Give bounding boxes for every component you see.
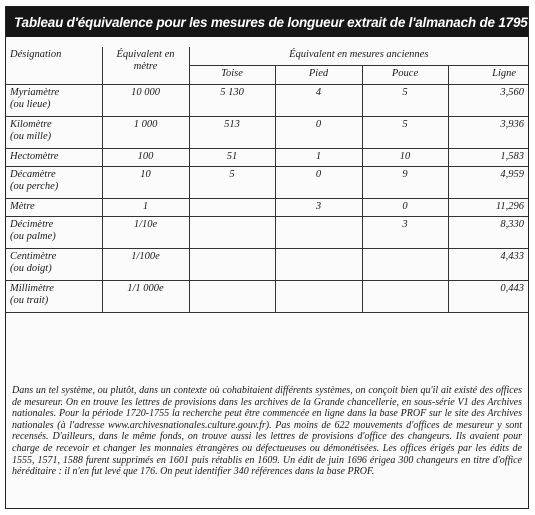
ligne-cell: 3,936 <box>448 117 528 149</box>
explanatory-paragraph: Dans un tel système, ou plutôt, dans un contexte où cohabitaient différents systèmes, on conçoit bien qu'il ait existé des offices de mesureur. On en trouve les lettres de provisions dans les archives de la Grande chancellerie, en sous-série V1 des Archives nationales. Pour la période 1720-1755 la recherche peut être commencée en ligne dans la base PROF sur le site des Archives nationales (à l'adresse www.archivesnationales.culture.gouv.fr). Pas moins de 622 mouvements d'offices de mesureur y sont recensés. D'ailleurs, dans le même fonds, on trouve aussi les lettres de provisions d'office des changeurs. Ils avaient pour charge de recevoir et changer les monnaies étrangères ou défectueuses ou démonétisées. Les offices érigés par les édits de 1555, 1571, 1588 furent supprimés en 1601 puis rétablis en 1609. Un édit de juin 1696 érigea 300 changeurs en titre d'office héréditaire : il n'en fut levé que 176. On peut identifier 340 références dans la base PROF. <box>12 385 522 478</box>
pied-cell <box>275 217 362 249</box>
ligne-cell: 3,560 <box>448 85 528 117</box>
pied-cell: 0 <box>275 167 362 199</box>
toise-cell: 5 130 <box>189 85 275 117</box>
pouce-cell: 3 <box>362 217 448 249</box>
unit-name: Hectomètre <box>10 151 59 162</box>
metre-cell: 1 <box>102 199 189 217</box>
header-ligne: Ligne <box>448 66 528 85</box>
unit-alt-name: (ou palme) <box>10 231 56 242</box>
ligne-cell: 4,959 <box>448 167 528 199</box>
equivalence-table <box>6 47 528 313</box>
header-row-main <box>6 47 528 66</box>
unit-name: Décimètre <box>10 219 54 230</box>
metre-cell: 100 <box>102 149 189 167</box>
table-row <box>6 149 528 167</box>
unit-alt-name: (ou trait) <box>10 295 49 306</box>
header-pouce: Pouce <box>362 66 448 85</box>
ligne-cell: 8,330 <box>448 217 528 249</box>
designation-cell <box>6 167 102 199</box>
designation-cell <box>6 85 102 117</box>
pied-cell <box>275 249 362 281</box>
toise-cell: 51 <box>189 149 275 167</box>
unit-name: Décamètre <box>10 169 56 180</box>
designation-cell <box>6 199 102 217</box>
table-row <box>6 249 528 281</box>
unit-name: Centimètre <box>10 251 57 262</box>
unit-alt-name: (ou mille) <box>10 131 52 142</box>
toise-cell <box>189 281 275 313</box>
table-row <box>6 217 528 249</box>
pouce-cell <box>362 281 448 313</box>
metre-cell: 10 <box>102 167 189 199</box>
header-equivalent-metre: Équivalent en mètre <box>102 47 189 85</box>
header-toise: Toise <box>189 66 275 85</box>
unit-alt-name: (ou doigt) <box>10 263 52 274</box>
pouce-cell <box>362 249 448 281</box>
designation-cell <box>6 217 102 249</box>
toise-cell: 513 <box>189 117 275 149</box>
table-row <box>6 85 528 117</box>
table-row <box>6 117 528 149</box>
designation-cell <box>6 281 102 313</box>
toise-cell <box>189 217 275 249</box>
designation-cell <box>6 249 102 281</box>
unit-name: Mètre <box>10 201 35 212</box>
unit-alt-name: (ou perche) <box>10 181 59 192</box>
ligne-cell: 0,443 <box>448 281 528 313</box>
unit-name: Myriamètre <box>10 87 60 98</box>
pouce-cell: 0 <box>362 199 448 217</box>
pied-cell: 4 <box>275 85 362 117</box>
pouce-cell: 5 <box>362 85 448 117</box>
pouce-cell: 5 <box>362 117 448 149</box>
unit-alt-name: (ou lieue) <box>10 99 51 110</box>
toise-cell <box>189 249 275 281</box>
table-row <box>6 281 528 313</box>
document-frame <box>5 6 529 509</box>
title-bar <box>6 7 528 37</box>
designation-cell <box>6 117 102 149</box>
metre-cell: 1 000 <box>102 117 189 149</box>
pouce-cell: 10 <box>362 149 448 167</box>
ligne-cell: 4,433 <box>448 249 528 281</box>
table-row <box>6 199 528 217</box>
metre-cell: 1/10e <box>102 217 189 249</box>
document-title: Tableau d'équivalence pour les mesures de longueur extrait de l'almanach de 1795 <box>14 14 528 30</box>
toise-cell <box>189 199 275 217</box>
metre-cell: 1/1 000e <box>102 281 189 313</box>
pied-cell: 1 <box>275 149 362 167</box>
pied-cell: 0 <box>275 117 362 149</box>
table-row <box>6 167 528 199</box>
unit-name: Millimètre <box>10 283 54 294</box>
ligne-cell: 11,296 <box>448 199 528 217</box>
header-designation: Désignation <box>6 47 102 85</box>
metre-cell: 10 000 <box>102 85 189 117</box>
ligne-cell: 1,583 <box>448 149 528 167</box>
pied-cell <box>275 281 362 313</box>
header-pied: Pied <box>275 66 362 85</box>
toise-cell: 5 <box>189 167 275 199</box>
pied-cell: 3 <box>275 199 362 217</box>
header-equivalent-anciennes: Équivalent en mesures anciennes <box>189 47 528 66</box>
designation-cell <box>6 149 102 167</box>
unit-name: Kilomètre <box>10 119 52 130</box>
pouce-cell: 9 <box>362 167 448 199</box>
metre-cell: 1/100e <box>102 249 189 281</box>
